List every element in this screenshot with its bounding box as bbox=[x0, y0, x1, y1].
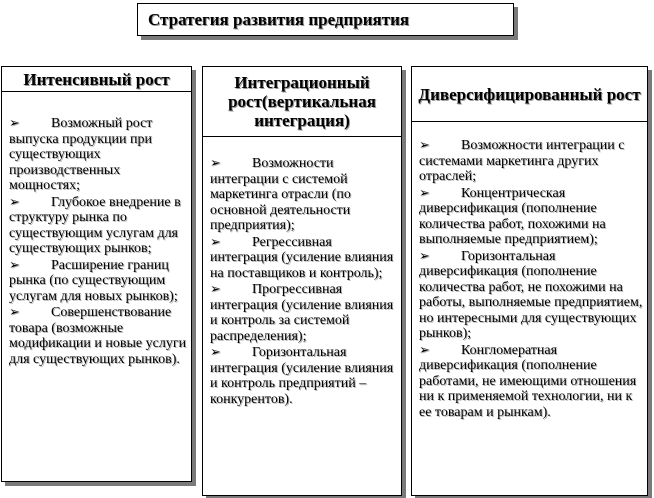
diagram-title bbox=[137, 3, 514, 36]
arrow-bullet-icon: ➢ bbox=[419, 341, 430, 357]
arrow-bullet-icon: ➢ bbox=[9, 115, 20, 130]
column-header: Интенсивный рост bbox=[2, 67, 191, 92]
column-body bbox=[203, 137, 401, 407]
arrow-bullet-icon: ➢ bbox=[210, 155, 221, 170]
list-item: ➢ Прогрессивная интеграция (усиление влияния и контроль за системой распределения); bbox=[210, 281, 394, 344]
arrow-bullet-icon: ➢ bbox=[210, 281, 221, 296]
arrow-bullet-icon: ➢ bbox=[9, 193, 20, 209]
arrow-bullet-icon: ➢ bbox=[419, 184, 430, 200]
list-item: ➢ Расширение границ рынка (по существующим услугам для новых рынков); bbox=[9, 256, 178, 304]
column-intensive-growth bbox=[1, 66, 192, 482]
column-body bbox=[2, 92, 191, 367]
column-integration-growth bbox=[202, 66, 402, 496]
list-item: ➢ Глубокое внедрение в структуру рынка по существующим услугам для существующих рынков; bbox=[9, 193, 181, 256]
list-item: ➢ Горизонтальная диверсификация (пополнение количества работ, не похожими на работы, выполняемые предприятием, но интересными для существующих рынков); bbox=[419, 247, 643, 341]
arrow-bullet-icon: ➢ bbox=[210, 344, 221, 359]
list-item: ➢ Возможности интеграции с системой маркетинга отрасли (по основной деятельности предприятия); bbox=[210, 155, 351, 233]
list-item: ➢ Концентрическая диверсификация (пополнение количества работ, похожими на выполняемые предприятием); bbox=[419, 184, 606, 247]
title-text: Стратегия развития предприятия bbox=[148, 9, 410, 29]
column-diversified-growth bbox=[411, 66, 648, 496]
list-item: ➢ Горизонтальная интеграция (усиление влияния и контроль предприятий – конкурентов). bbox=[210, 344, 394, 407]
list-item: ➢ Возможности интеграции с системами маркетинга других отраслей; bbox=[419, 137, 625, 184]
list-item: ➢ Совершенствование товара (возможные модификации и новые услуги для существующих рынков). bbox=[9, 304, 187, 367]
list-item: ➢ Регрессивная интеграция (усиление влияния на поставщиков и контроль); bbox=[210, 233, 394, 281]
arrow-bullet-icon: ➢ bbox=[9, 304, 20, 319]
arrow-bullet-icon: ➢ bbox=[210, 233, 221, 249]
arrow-bullet-icon: ➢ bbox=[419, 247, 430, 263]
arrow-bullet-icon: ➢ bbox=[9, 256, 20, 272]
column-header: Интеграционный рост(вертикальная интеграция) bbox=[203, 67, 401, 137]
arrow-bullet-icon: ➢ bbox=[419, 137, 430, 152]
list-item: ➢ Конгломератная диверсификация (пополнение работами, не имеющими отношения ни к применяемой технологии, ни к ее товарам и рынкам). bbox=[419, 341, 637, 420]
list-item: ➢ Возможный рост выпуска продукции при существующих производственных мощностях; bbox=[9, 115, 153, 193]
column-body bbox=[412, 122, 647, 420]
column-header: Диверсифицированный рост bbox=[412, 67, 647, 122]
